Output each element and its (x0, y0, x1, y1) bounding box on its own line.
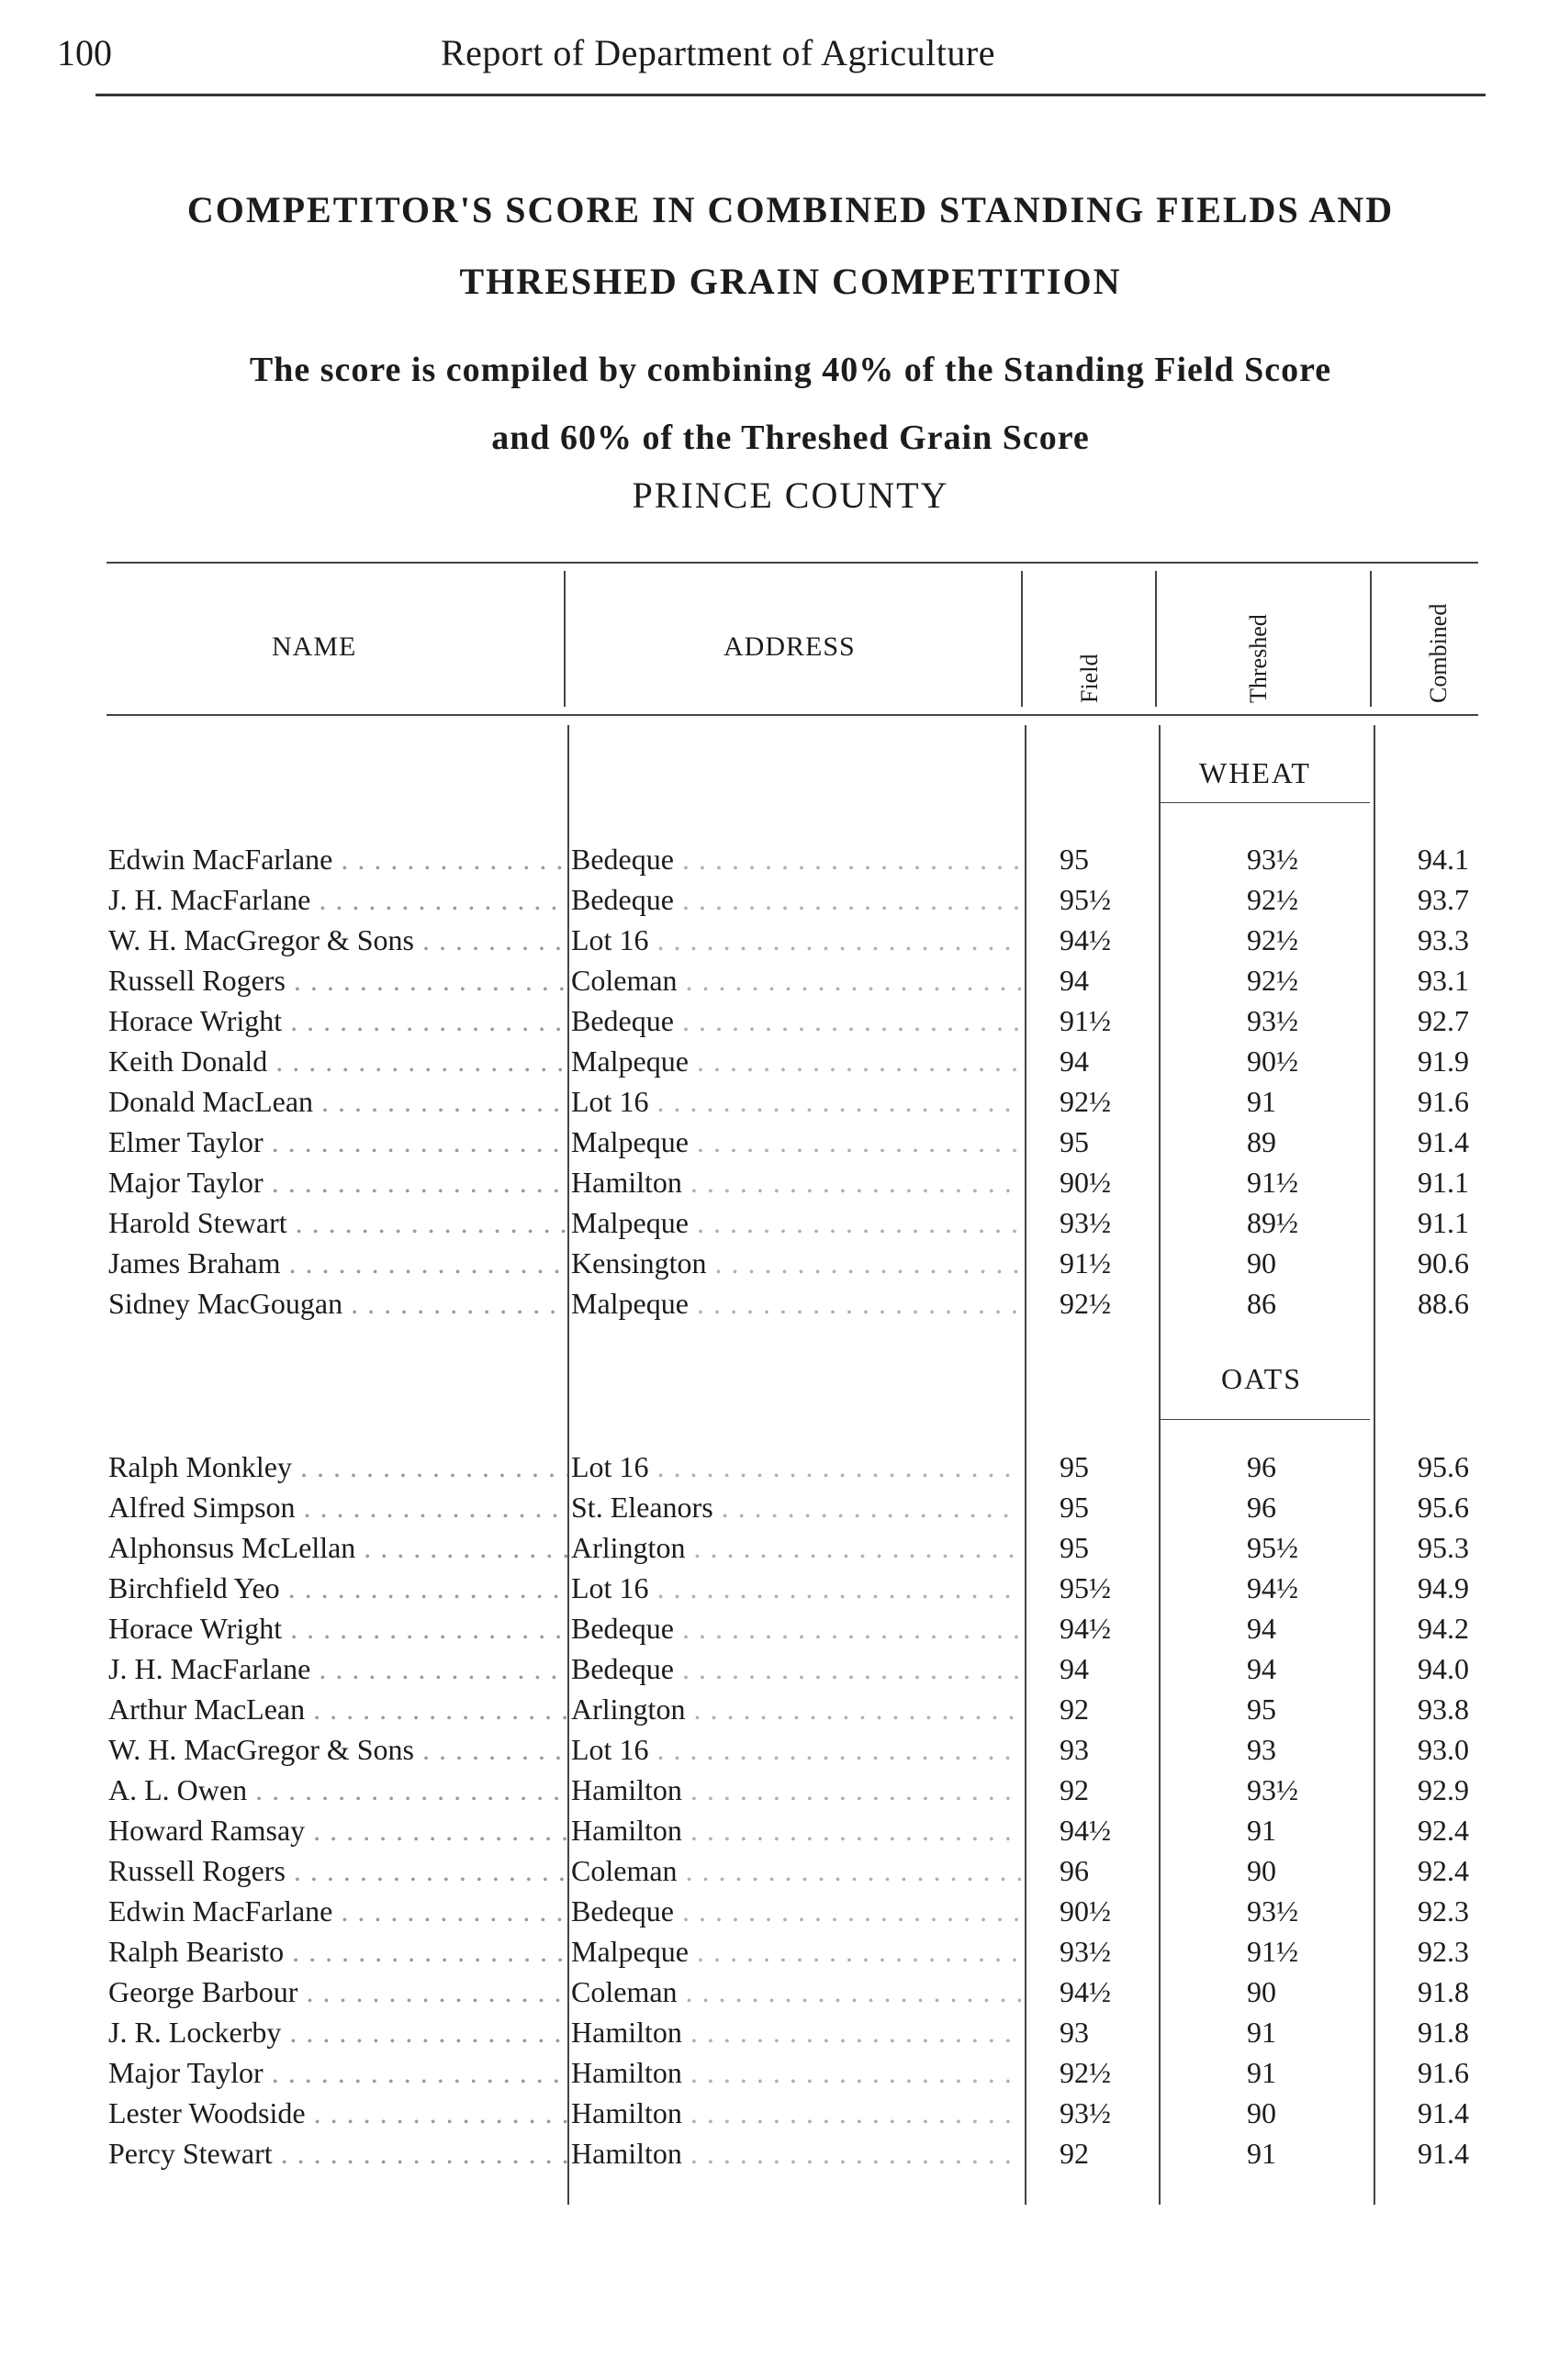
combined-score: 91.6 (1418, 2056, 1469, 2089)
field-score: 93 (1060, 2016, 1089, 2049)
county-heading: PRINCE COUNTY (632, 475, 949, 516)
competitor-address: Bedeque . . . (571, 1000, 1021, 1041)
field-score: 90½ (1060, 1894, 1111, 1927)
field-score: 90½ (1060, 1166, 1111, 1199)
threshed-score: 94 (1247, 1652, 1276, 1685)
competitor-name: A. L. Owen . . . (108, 1770, 567, 1810)
field-score: 92½ (1060, 1085, 1111, 1118)
field-score: 93½ (1060, 1935, 1111, 1968)
field-score: 94½ (1060, 1612, 1111, 1645)
combined-score: 91.4 (1418, 1125, 1469, 1158)
combined-score: 94.0 (1418, 1652, 1469, 1685)
threshed-score: 91 (1247, 1085, 1276, 1118)
field-score: 93½ (1060, 1206, 1111, 1239)
table-row (0, 1568, 1559, 1608)
table-row (0, 2093, 1559, 2133)
col-divider-combined-head (1370, 571, 1372, 707)
combined-score: 92.4 (1418, 1814, 1469, 1847)
field-score: 95 (1060, 1531, 1089, 1564)
combined-score: 90.6 (1418, 1246, 1469, 1279)
combined-score: 91.1 (1418, 1166, 1469, 1199)
scoring-note-line-1: The score is compiled by combining 40% of the Standing Field Score (249, 351, 1332, 389)
table-row (0, 1081, 1559, 1122)
field-score: 96 (1060, 1854, 1089, 1887)
table-row (0, 839, 1559, 879)
table-row (0, 1850, 1559, 1891)
competitor-address: Bedeque . . . (571, 1891, 1021, 1931)
threshed-score: 91 (1247, 2016, 1276, 2049)
field-score: 91½ (1060, 1004, 1111, 1037)
competitor-address: Malpeque . . . (571, 1931, 1021, 1972)
threshed-score: 93 (1247, 1733, 1276, 1766)
header-rule (95, 94, 1486, 96)
field-score: 94½ (1060, 1814, 1111, 1847)
page-number: 100 (57, 32, 112, 73)
combined-score: 93.8 (1418, 1693, 1469, 1726)
competitor-address: Malpeque . . . (571, 1202, 1021, 1243)
table-row (0, 2133, 1559, 2173)
competitor-address: Lot 16 . . . (571, 1729, 1021, 1770)
competitor-name: Percy Stewart . . . (108, 2133, 567, 2173)
competitor-address: Bedeque . . . (571, 1648, 1021, 1689)
competitor-name: Edwin MacFarlane . . . (108, 839, 567, 879)
field-score: 94 (1060, 1652, 1089, 1685)
competitor-name: Elmer Taylor . . . (108, 1122, 567, 1162)
combined-score: 95.6 (1418, 1491, 1469, 1524)
competitor-name: Russell Rogers . . . (108, 960, 567, 1000)
field-score: 92 (1060, 2137, 1089, 2170)
competitor-address: Malpeque . . . (571, 1122, 1021, 1162)
combined-score: 93.0 (1418, 1733, 1469, 1766)
col-divider-threshed-head (1155, 571, 1157, 707)
field-score: 92 (1060, 1773, 1089, 1806)
field-score: 94½ (1060, 1975, 1111, 2008)
table-row (0, 1122, 1559, 1162)
combined-score: 92.3 (1418, 1935, 1469, 1968)
threshed-score: 89 (1247, 1125, 1276, 1158)
competitor-name: Horace Wright . . . (108, 1608, 567, 1648)
table-row (0, 1041, 1559, 1081)
threshed-score: 95 (1247, 1693, 1276, 1726)
competitor-name: J. H. MacFarlane . . . (108, 879, 567, 920)
col-divider-field-head (1021, 571, 1023, 707)
competitor-name: Harold Stewart . . . (108, 1202, 567, 1243)
combined-score: 91.4 (1418, 2137, 1469, 2170)
competitor-name: W. H. MacGregor & Sons . . . (108, 1729, 567, 1770)
threshed-score: 92½ (1247, 923, 1298, 956)
competitor-address: Kensington . . . (571, 1243, 1021, 1283)
table-row (0, 1729, 1559, 1770)
competitor-name: J. R. Lockerby . . . (108, 2012, 567, 2052)
table-row (0, 1000, 1559, 1041)
table-row (0, 1527, 1559, 1568)
threshed-score: 93½ (1247, 1894, 1298, 1927)
threshed-score: 92½ (1247, 964, 1298, 997)
combined-score: 95.6 (1418, 1450, 1469, 1483)
table-row (0, 1689, 1559, 1729)
competitor-address: Hamilton . . . (571, 2133, 1021, 2173)
threshed-score: 91 (1247, 1814, 1276, 1847)
competitor-address: Hamilton . . . (571, 2052, 1021, 2093)
wheat-label-rule (1159, 802, 1370, 803)
combined-score: 94.9 (1418, 1571, 1469, 1604)
competitor-address: Lot 16 . . . (571, 1568, 1021, 1608)
combined-score: 88.6 (1418, 1287, 1469, 1320)
competitor-name: Birchfield Yeo . . . (108, 1568, 567, 1608)
field-score: 91½ (1060, 1246, 1111, 1279)
competitor-address: Coleman . . . (571, 960, 1021, 1000)
column-header-address: ADDRESS (723, 631, 856, 662)
field-score: 94 (1060, 964, 1089, 997)
combined-score: 94.1 (1418, 843, 1469, 876)
table-row (0, 1891, 1559, 1931)
field-score: 92½ (1060, 2056, 1111, 2089)
combined-score: 92.9 (1418, 1773, 1469, 1806)
combined-score: 93.1 (1418, 964, 1469, 997)
table-row (0, 2012, 1559, 2052)
table-row (0, 879, 1559, 920)
competitor-name: Russell Rogers . . . (108, 1850, 567, 1891)
competitor-name: Alphonsus McLellan . . . (108, 1527, 567, 1568)
field-score: 93 (1060, 1733, 1089, 1766)
oats-label-rule (1159, 1419, 1370, 1420)
field-score: 95 (1060, 1125, 1089, 1158)
competitor-address: Hamilton . . . (571, 1770, 1021, 1810)
field-score: 95 (1060, 843, 1089, 876)
table-top-rule (107, 562, 1478, 564)
competitor-address: Hamilton . . . (571, 1810, 1021, 1850)
table-row (0, 1283, 1559, 1324)
threshed-score: 94½ (1247, 1571, 1298, 1604)
threshed-score: 93½ (1247, 1773, 1298, 1806)
competitor-name: Ralph Monkley . . . (108, 1447, 567, 1487)
table-row (0, 1487, 1559, 1527)
column-header-combined: Combined (1425, 603, 1452, 703)
field-score: 95 (1060, 1491, 1089, 1524)
threshed-score: 91½ (1247, 1935, 1298, 1968)
column-header-field: Field (1076, 654, 1103, 703)
combined-score: 92.7 (1418, 1004, 1469, 1037)
column-header-threshed: Threshed (1245, 614, 1272, 703)
competitor-name: J. H. MacFarlane . . . (108, 1648, 567, 1689)
table-row (0, 1447, 1559, 1487)
competitor-address: Arlington . . . (571, 1527, 1021, 1568)
threshed-score: 90 (1247, 1246, 1276, 1279)
competitor-address: Hamilton . . . (571, 2012, 1021, 2052)
table-title-line-2: THRESHED GRAIN COMPETITION (459, 261, 1122, 302)
competitor-address: Malpeque . . . (571, 1041, 1021, 1081)
competitor-address: Malpeque . . . (571, 1283, 1021, 1324)
threshed-score: 91½ (1247, 1166, 1298, 1199)
field-score: 93½ (1060, 2096, 1111, 2129)
threshed-score: 90 (1247, 1975, 1276, 2008)
combined-score: 93.3 (1418, 923, 1469, 956)
field-score: 94 (1060, 1045, 1089, 1078)
competitor-address: Lot 16 . . . (571, 1447, 1021, 1487)
competitor-address: Coleman . . . (571, 1972, 1021, 2012)
combined-score: 94.2 (1418, 1612, 1469, 1645)
table-row (0, 1243, 1559, 1283)
threshed-score: 96 (1247, 1491, 1276, 1524)
combined-score: 91.8 (1418, 2016, 1469, 2049)
field-score: 95½ (1060, 1571, 1111, 1604)
running-title: Report of Department of Agriculture (441, 32, 995, 73)
field-score: 95 (1060, 1450, 1089, 1483)
competitor-name: Lester Woodside . . . (108, 2093, 567, 2133)
combined-score: 91.6 (1418, 1085, 1469, 1118)
competitor-address: Bedeque . . . (571, 839, 1021, 879)
threshed-score: 89½ (1247, 1206, 1298, 1239)
competitor-name: James Braham . . . (108, 1243, 567, 1283)
competitor-name: Sidney MacGougan . . . (108, 1283, 567, 1324)
competitor-address: Hamilton . . . (571, 1162, 1021, 1202)
table-title-line-1: COMPETITOR'S SCORE IN COMBINED STANDING FIELDS AND (186, 189, 1395, 230)
table-row (0, 1608, 1559, 1648)
combined-score: 95.3 (1418, 1531, 1469, 1564)
combined-score: 91.1 (1418, 1206, 1469, 1239)
competitor-address: St. Eleanors . . . (571, 1487, 1021, 1527)
threshed-score: 90½ (1247, 1045, 1298, 1078)
table-row (0, 1810, 1559, 1850)
competitor-name: Alfred Simpson . . . (108, 1487, 567, 1527)
header-bottom-rule (107, 714, 1478, 716)
competitor-name: Horace Wright . . . (108, 1000, 567, 1041)
scoring-note-line-2: and 60% of the Threshed Grain Score (491, 419, 1090, 457)
table-row (0, 1648, 1559, 1689)
competitor-address: Lot 16 . . . (571, 1081, 1021, 1122)
table-row (0, 1972, 1559, 2012)
competitor-address: Lot 16 . . . (571, 920, 1021, 960)
field-score: 94½ (1060, 923, 1111, 956)
threshed-score: 91 (1247, 2137, 1276, 2170)
competitor-name: Donald MacLean . . . (108, 1081, 567, 1122)
competitor-name: Howard Ramsay . . . (108, 1810, 567, 1850)
competitor-name: Major Taylor . . . (108, 1162, 567, 1202)
threshed-score: 96 (1247, 1450, 1276, 1483)
competitor-name: Ralph Bearisto . . . (108, 1931, 567, 1972)
column-header-name: NAME (272, 631, 357, 662)
threshed-score: 93½ (1247, 1004, 1298, 1037)
combined-score: 92.3 (1418, 1894, 1469, 1927)
table-row (0, 920, 1559, 960)
competitor-name: Keith Donald . . . (108, 1041, 567, 1081)
table-row (0, 2052, 1559, 2093)
table-row (0, 1931, 1559, 1972)
threshed-score: 92½ (1247, 883, 1298, 916)
combined-score: 93.7 (1418, 883, 1469, 916)
table-row (0, 1202, 1559, 1243)
threshed-score: 95½ (1247, 1531, 1298, 1564)
threshed-score: 94 (1247, 1612, 1276, 1645)
competitor-name: Arthur MacLean . . . (108, 1689, 567, 1729)
col-divider-address-head (564, 571, 566, 707)
competitor-address: Bedeque . . . (571, 1608, 1021, 1648)
threshed-score: 91 (1247, 2056, 1276, 2089)
field-score: 92 (1060, 1693, 1089, 1726)
field-score: 95½ (1060, 883, 1111, 916)
threshed-score: 86 (1247, 1287, 1276, 1320)
combined-score: 92.4 (1418, 1854, 1469, 1887)
competitor-address: Arlington . . . (571, 1689, 1021, 1729)
table-row (0, 960, 1559, 1000)
combined-score: 91.8 (1418, 1975, 1469, 2008)
competitor-address: Coleman . . . (571, 1850, 1021, 1891)
competitor-name: Edwin MacFarlane . . . (108, 1891, 567, 1931)
threshed-score: 90 (1247, 1854, 1276, 1887)
table-row (0, 1162, 1559, 1202)
competitor-name: W. H. MacGregor & Sons . . . (108, 920, 567, 960)
field-score: 92½ (1060, 1287, 1111, 1320)
competitor-address: Hamilton . . . (571, 2093, 1021, 2133)
threshed-score: 93½ (1247, 843, 1298, 876)
competitor-name: George Barbour . . . (108, 1972, 567, 2012)
section-label-oats: OATS (1221, 1362, 1303, 1395)
combined-score: 91.4 (1418, 2096, 1469, 2129)
competitor-name: Major Taylor . . . (108, 2052, 567, 2093)
table-title (95, 174, 1486, 318)
combined-score: 91.9 (1418, 1045, 1469, 1078)
section-label-wheat: WHEAT (1199, 756, 1311, 789)
competitor-address: Bedeque . . . (571, 879, 1021, 920)
threshed-score: 90 (1247, 2096, 1276, 2129)
table-row (0, 1770, 1559, 1810)
scoring-note (95, 336, 1486, 472)
